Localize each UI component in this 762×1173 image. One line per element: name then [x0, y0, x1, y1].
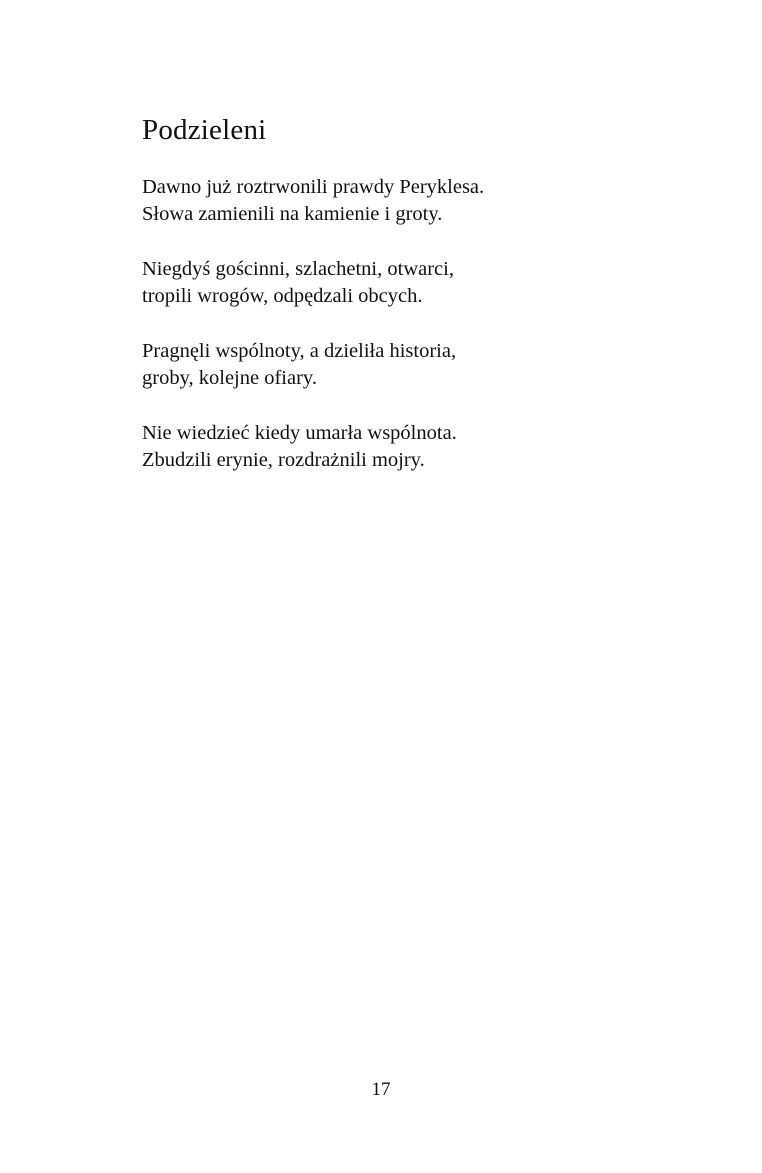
poem-title: Podzieleni	[142, 114, 267, 146]
poem-line: Dawno już roztrwonili prawdy Peryklesa.	[142, 176, 485, 198]
stanza-4	[142, 420, 662, 474]
stanza-3	[142, 338, 662, 392]
poem-line: Nie wiedzieć kiedy umarła wspólnota.	[142, 422, 457, 444]
poem-line: Pragnęli wspólnoty, a dzieliła historia,	[142, 340, 457, 362]
poem-line: Słowa zamienili na kamienie i groty.	[142, 203, 443, 225]
page-number: 17	[371, 1079, 391, 1100]
poem-line: Niegdyś gościnni, szlachetni, otwarci,	[142, 258, 454, 280]
stanza-2	[142, 256, 662, 310]
poem-line: Zbudzili erynie, rozdrażnili mojry.	[142, 449, 425, 471]
stanza-1	[142, 174, 662, 228]
poem-line: tropili wrogów, odpędzali obcych.	[142, 285, 423, 307]
poem-line: groby, kolejne ofiary.	[142, 367, 317, 389]
poem-body	[142, 174, 662, 502]
